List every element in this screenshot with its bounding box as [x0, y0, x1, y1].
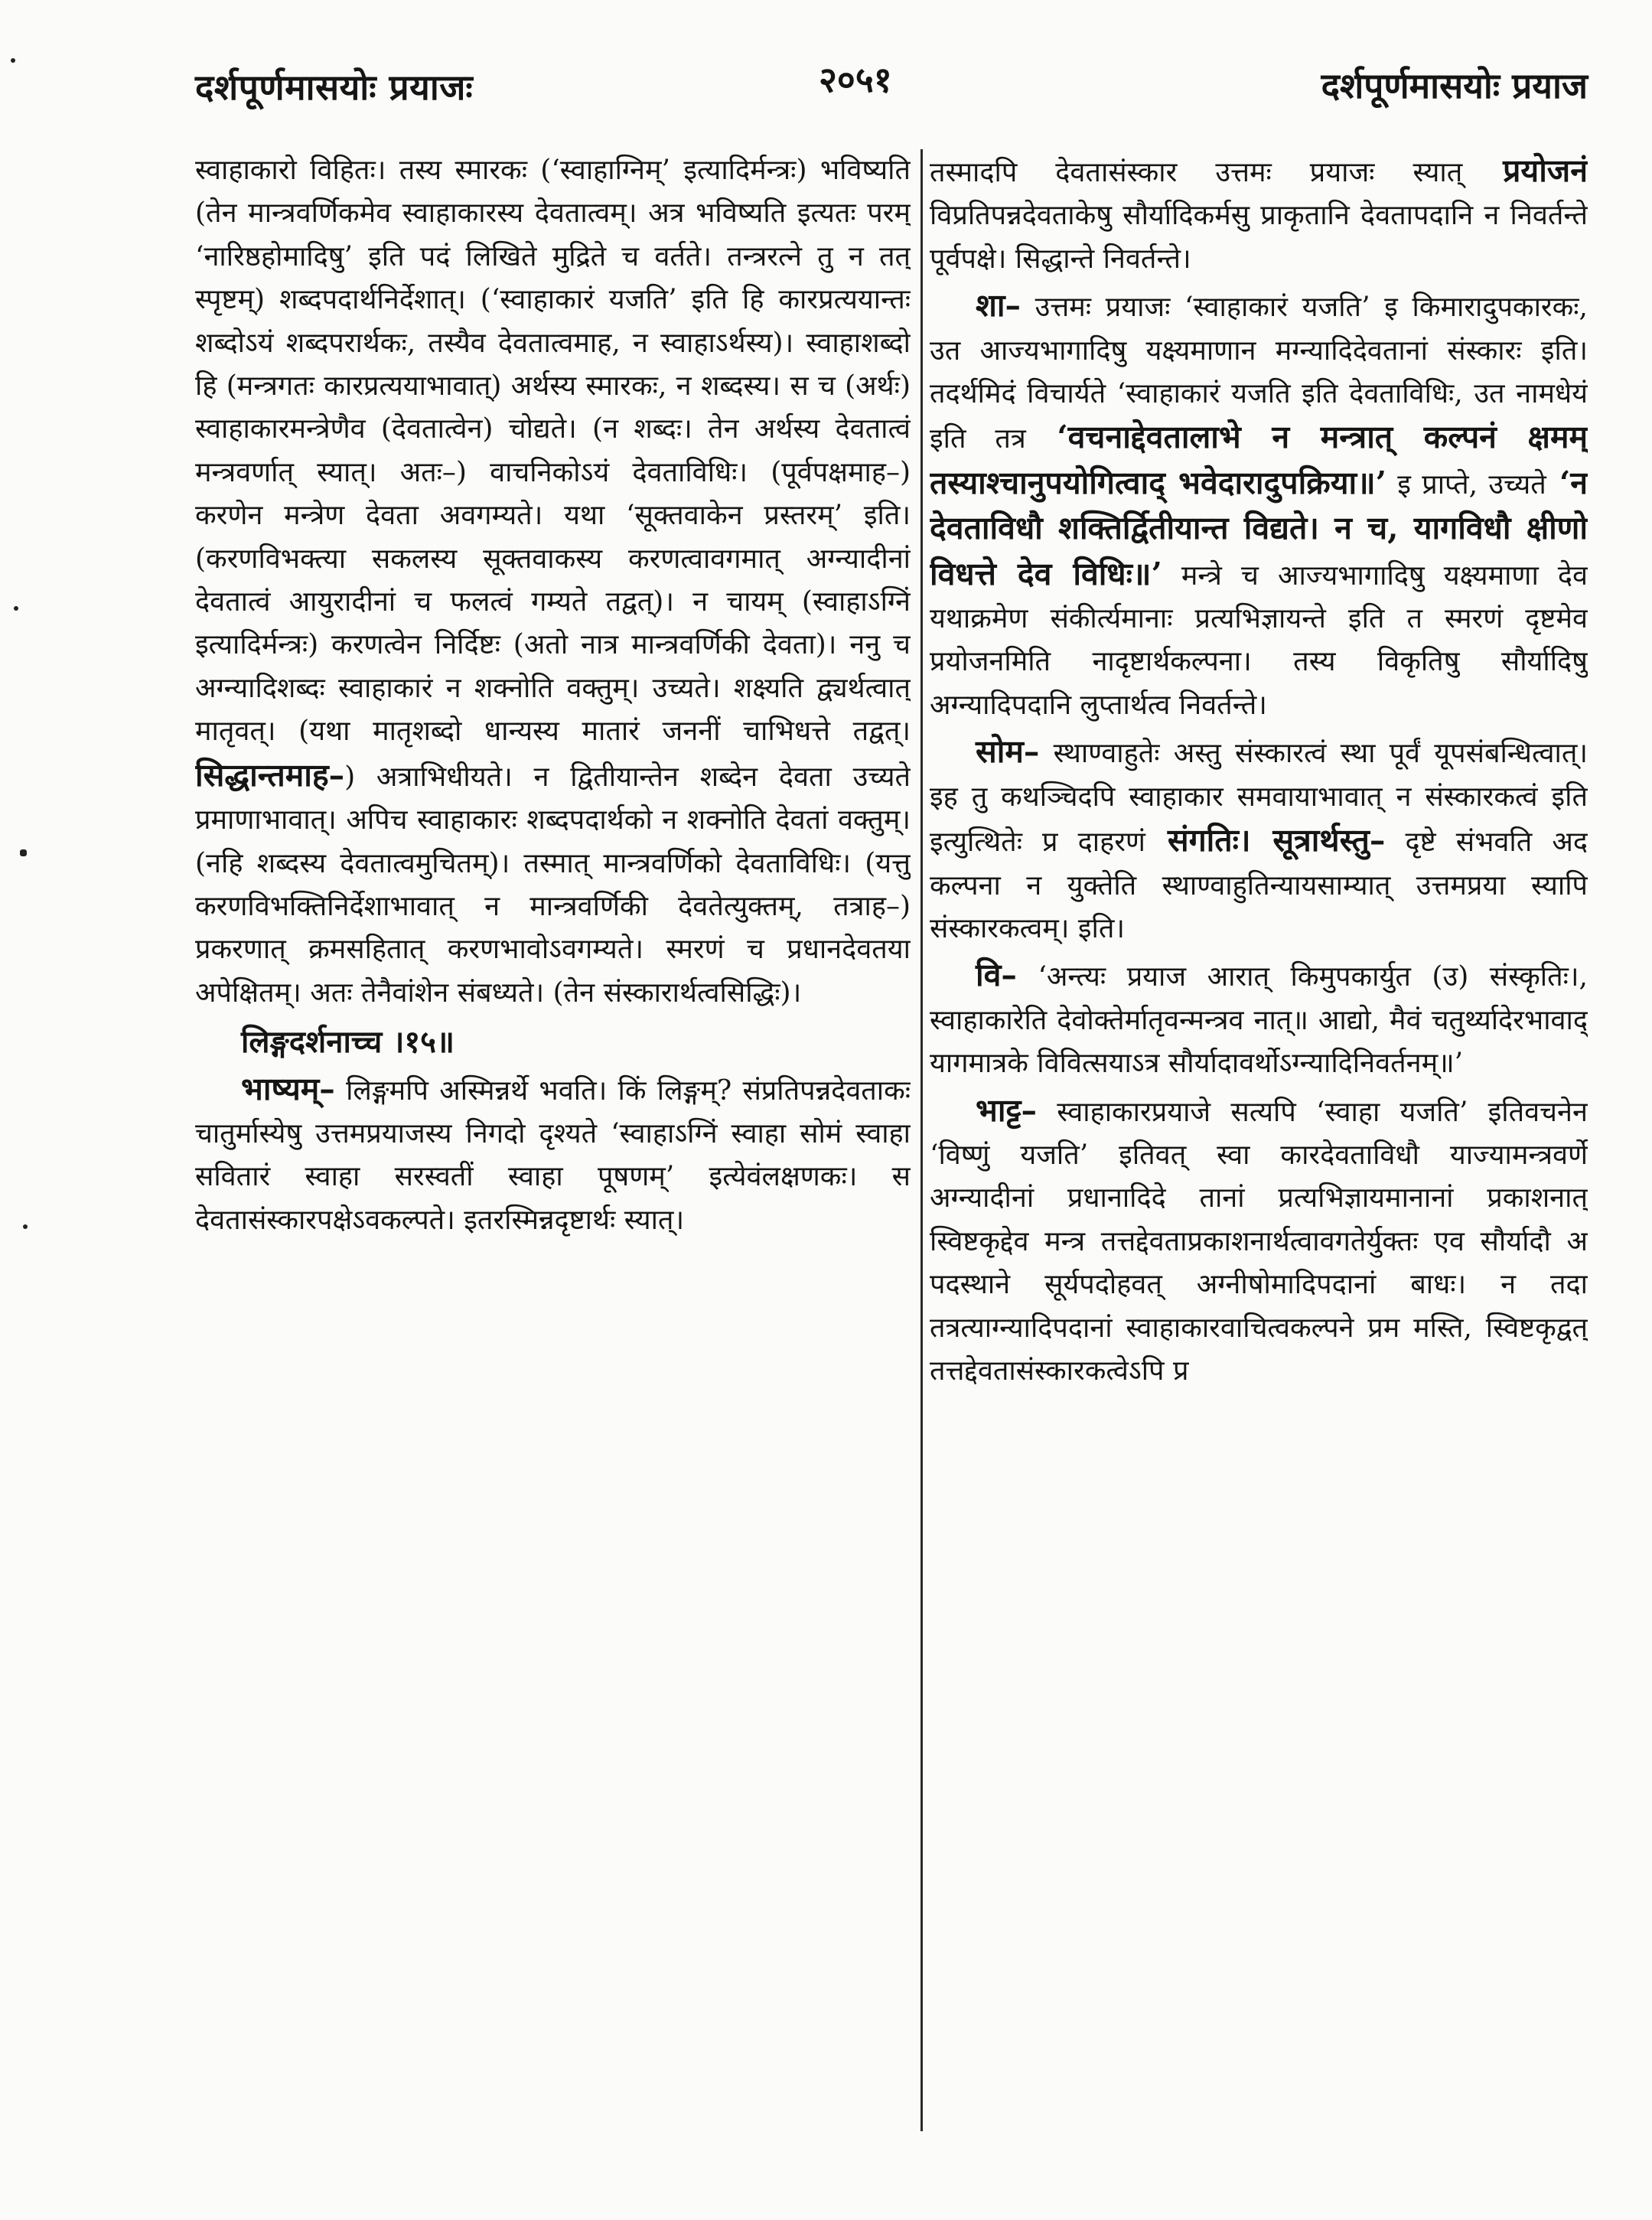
soma-paragraph: [930, 730, 1588, 950]
vi-paragraph: [930, 954, 1588, 1085]
running-title-right: दर्शपूर्णमासयोः प्रयाज: [1321, 65, 1588, 106]
scan-speck: [23, 1224, 28, 1229]
bhashyam-paragraph: [195, 1068, 911, 1243]
bhatta-label: भाट्ट–: [976, 1091, 1037, 1129]
vi-text: ‘अन्त्यः प्रयाज आरात् किमुपकार्युत (उ) संस्कृतिः।, स्वाहाकारेति देवोक्तेर्मातृवन्मन्त्रव नात्॥ आद्यो, मैवं चतुर्थ्यादेरभावाद् यागमात्रके विवित्सयाऽत्र सौर्यादावर्थोऽग्न्यादिनिवर्तनम्॥’: [930, 961, 1588, 1080]
siddhanta-label: सिद्धान्तमाह–: [195, 756, 345, 794]
soma-text-end: दृष्टे संभवति अद कल्पना न युक्तेति स्थाण्वाहुतिन्यायसाम्यात् उत्तमप्रया स्यापि संस्कारकत्वम्। इति।: [930, 826, 1588, 944]
column-divider: [920, 149, 923, 2131]
sha-label: शा–: [976, 287, 1021, 324]
running-title-left: दर्शपूर्णमासयोः प्रयाजः: [195, 67, 474, 108]
sha-paragraph: [930, 284, 1588, 727]
prayojana-bold: प्रयोजनं: [1462, 152, 1588, 189]
soma-label: सोम–: [976, 733, 1040, 771]
bhatta-paragraph: [930, 1089, 1588, 1394]
left-paragraph-text-continued: ) अत्राभिधीयते। न द्वितीयान्तेन शब्देन देवता उच्यते प्रमाणाभावात्। अपिच स्वाहाकारः शब्दपदार्थको न शक्नोति देवतां वक्तुम्। (नहि शब्दस्य देवतात्वमुचितम्)। तस्मात् मान्त्रवर्णिको देवताविधिः। (यत्तु करणविभक्तिनिर्देशाभावात् न मान्त्रवर्णिकी देवतेत्युक्तम्, तत्राह–) प्रकरणात् क्रमसहितात् करणभावोऽवगम्यते। स्मरणं च प्रधानदेवतया अपेक्षितम्। अतः तेनैवांशेन संबध्यते। (तेन संस्कारार्थत्वसिद्धिः)।: [195, 761, 911, 1009]
sangati-label: संगतिः।: [1145, 822, 1251, 859]
left-paragraph-text: स्वाहाकारो विहितः। तस्य स्मारकः (‘स्वाहाग्निम्’ इत्यादिर्मन्त्रः) भविष्यति (तेन मान्त्रवर्णिकमेव स्वाहाकारस्य देवतात्वम्। अत्र भविष्यति इत्यतः परम् ‘नारिष्ठहोमादिषु’ इति पदं लिखिते मुद्रिते च वर्तते। तन्त्ररत्ने तु न तत् स्पृष्टम्) शब्दपदार्थनिर्देशात्। (‘स्वाहाकारं यजति’ इति हि कारप्रत्ययान्तः शब्दोऽयं शब्दपरार्थकः, तस्यैव देवतात्वमाह, न स्वाहाऽर्थस्य)। स्वाहाशब्दो हि (मन्त्रगतः कारप्रत्ययाभावात्) अर्थस्य स्मारकः, न शब्दस्य। स च (अर्थः) स्वाहाकारमन्त्रेणैव (देवतात्वेन) चोद्यते। (न शब्दः। तेन अर्थस्य देवतात्वं मन्त्रवर्णात् स्यात्। अतः–) वाचनिकोऽयं देवताविधिः। (पूर्वपक्षमाह–) करणेन मन्त्रेण देवता अवगम्यते। यथा ‘सूक्तवाकेन प्रस्तरम्’ इति। (करणविभक्त्या सकलस्य सूक्तवाकस्य करणत्वावगमात् अग्न्यादीनां देवतात्वं आयुरादीनां च फलत्वं गम्यते तद्वत्)। न चायम् (स्वाहाऽग्निं इत्यादिर्मन्त्रः) करणत्वेन निर्दिष्टः (अतो नात्र मान्त्रवर्णिकी देवता)। ननु च अग्न्यादिशब्दः स्वाहाकारं न शक्नोति वक्तुम्। उच्यते। शक्ष्यति द्व्यर्थत्वात् मातृवत्। (यथा मातृशब्दो धान्यस्य मातारं जननीं चाभिधत्ते तद्वत्।: [195, 155, 911, 748]
sha-text: उत्तमः प्रयाजः ‘स्वाहाकारं यजति’ इ किमारादुपकारकः, उत आज्यभागादिषु यक्ष्यमाणान मग्न्यादिदेवतानां संस्कारः इति। तदर्थमिदं विचार्यते ‘स्वाहाकारं यजति इति देवताविधिः, उत नामधेयं इति तत्र: [930, 292, 1588, 455]
left-paragraph: [195, 149, 911, 1015]
scan-speck: [11, 58, 15, 63]
scan-speck: [14, 606, 18, 611]
sha-verse-1: ‘वचनाद्देवतालाभे न मन्त्रात् कल्पनं क्षमम् तस्याश्चानुपयोगित्वाद् भवेदारादुपक्रिया॥’: [930, 419, 1588, 501]
bhatta-text: स्वाहाकारप्रयाजे सत्यपि ‘स्वाहा यजति’ इतिवचनेन ‘विष्णुं यजति’ इतिवत् स्वा कारदेवताविधौ याज्यामन्त्रवर्णे अग्न्यादीनां प्रधानादिदे तानां प्रत्यभिज्ञायमानानां प्रकाशनात् स्विष्टकृद्देव मन्त्र तत्तद्देवताप्रकाशनार्थत्वावगतेर्युक्तः एव सौर्यादौ अ पदस्थाने सूर्यपदोहवत् अग्नीषोमादिपदानां बाधः। न तदा तत्रत्याग्न्यादिपदानां स्वाहाकारवाचित्वकल्पने प्रम मस्ति, स्विष्टकृद्वत् तत्तद्देवतासंस्कारकत्वेऽपि प्र: [930, 1096, 1588, 1387]
left-column: [195, 149, 911, 2154]
sha-text-mid: इ प्राप्ते, उच्यते: [1386, 468, 1546, 500]
page-header: [195, 55, 1588, 116]
right-intro-text: तस्मादपि देवतासंस्कार उत्तमः प्रयाजः स्यात्: [930, 157, 1463, 188]
bhashyam-label: भाष्यम्–: [241, 1070, 335, 1107]
right-column: [930, 149, 1588, 2162]
sutra-heading: लिङ्गदर्शनाच्च ।१५॥: [241, 1024, 455, 1061]
right-intro-text-continued: विप्रतिपन्नदेवताकेषु सौर्यादिकर्मसु प्राकृतानि देवतापदानि न निवर्तन्ते पूर्वपक्षे। सिद्धान्ते निवर्तन्ते।: [930, 200, 1588, 275]
vi-label: वि–: [976, 957, 1017, 994]
page-number: २०५१: [819, 59, 892, 100]
soma-text: स्थाण्वाहुतेः अस्तु संस्कारत्वं स्था पूर्वं यूपसंबन्धित्वात्। इह तु कथञ्चिदपि स्वाहाकार समवायाभावात् न संस्कारकत्वं इति इत्युत्थितेः प्र दाहरणं: [930, 738, 1588, 859]
scan-speck: [20, 849, 27, 856]
right-intro-paragraph: [930, 149, 1588, 281]
sha-text-end: मन्त्रे च आज्यभागादिषु यक्ष्यमाणा देव यथाक्रमेण संकीर्त्यमानाः प्रत्यभिज्ञायन्ते इति त स्मरणं दृष्टमेव प्रयोजनमिति नादृष्टार्थकल्पना। तस्य विकृतिषु सौर्यादिषु अग्न्यादिपदानि लुप्तार्थत्व निवर्तन्ते।: [930, 559, 1588, 721]
sha-verse-2: ‘न देवताविधौ शक्तिर्द्वितीयान्त विद्यते। न च, यागविधौ क्षीणो विधत्ते देव विधिः॥’: [930, 464, 1588, 592]
bhashyam-text: लिङ्गमपि अस्मिन्नर्थे भवति। किं लिङ्गम्? संप्रतिपन्नदेवताकः चातुर्मास्येषु उत्तमप्रयाजस्य निगदो दृश्यते ‘स्वाहाऽग्निं स्वाहा सोमं स्वाहा सवितारं स्वाहा सरस्वतीं स्वाहा पूषणम्’ इत्येवंलक्षणकः। स देवतासंस्कारपक्षेऽवकल्पते। इतरस्मिन्नदृष्टार्थः स्यात्।: [195, 1074, 911, 1236]
sutrartha-label: सूत्रार्थस्तु–: [1250, 822, 1386, 859]
